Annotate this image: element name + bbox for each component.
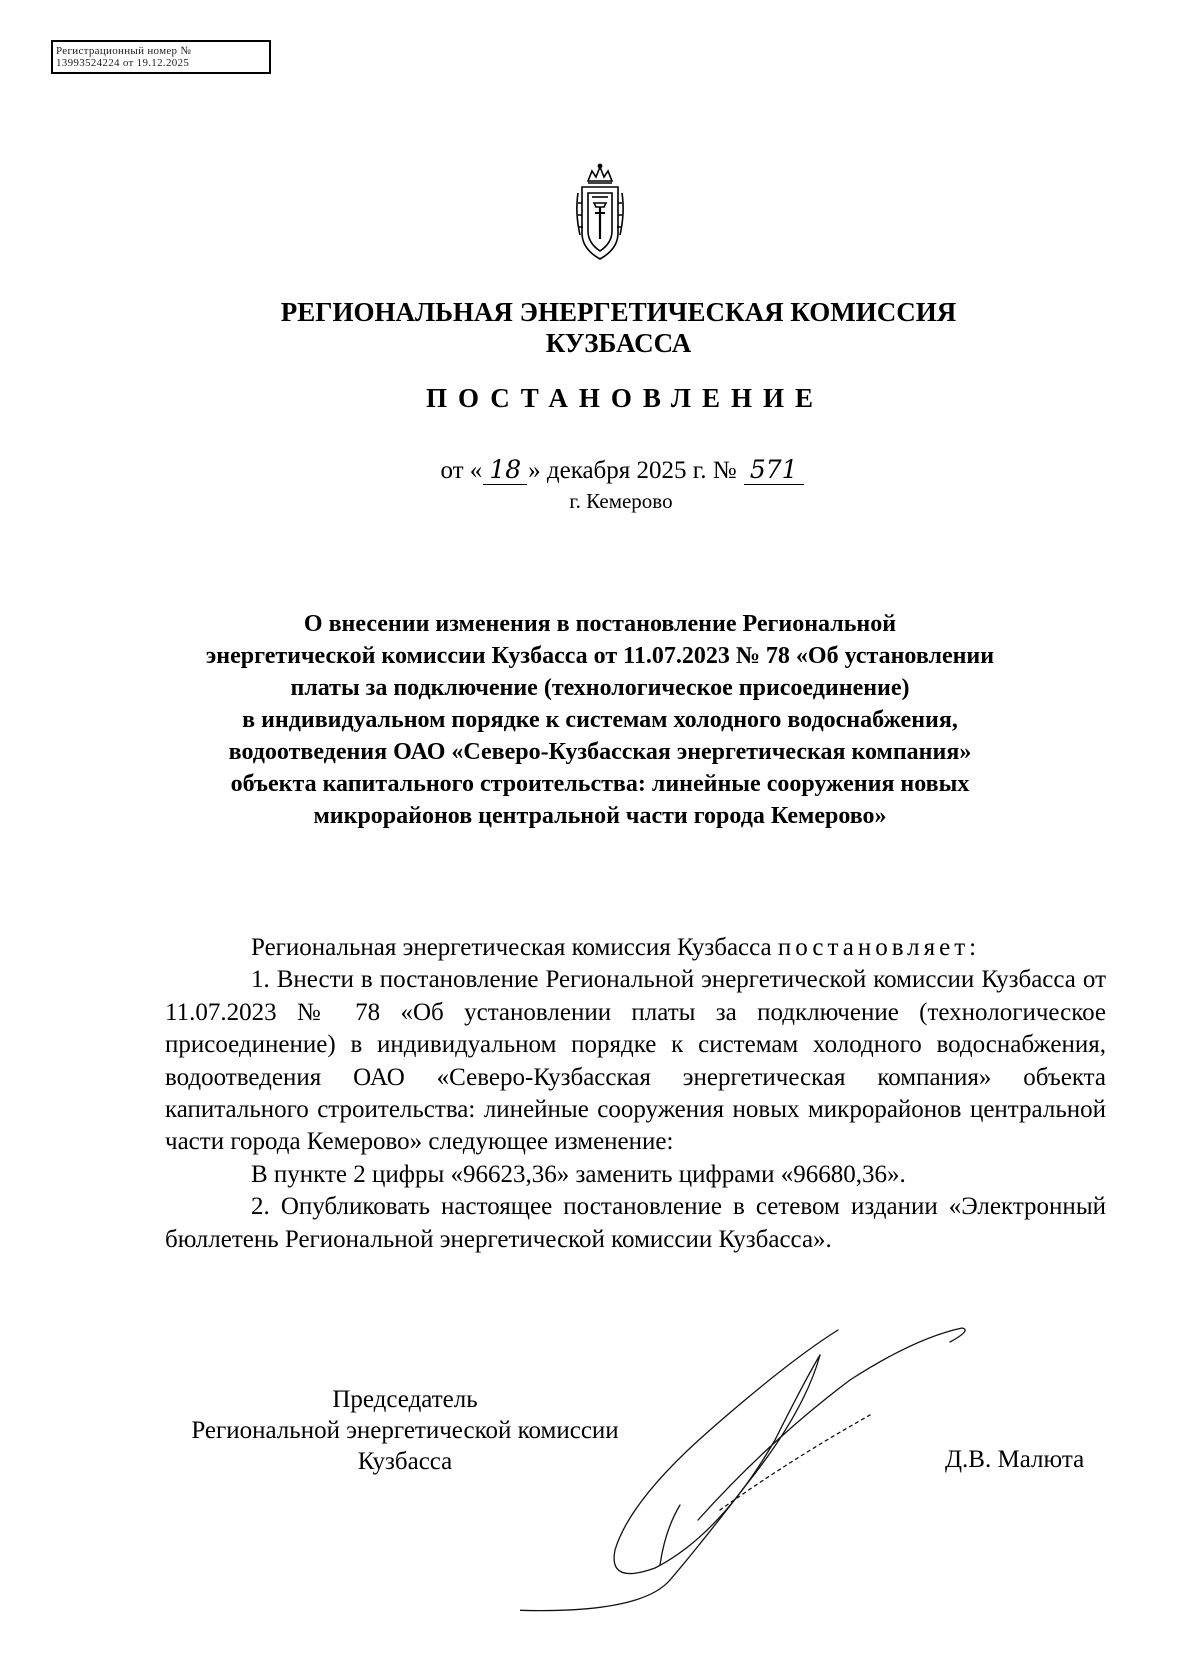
signer-name: Д.В. Малюта [945,1446,1085,1473]
signer-position-line-2: Региональной энергетической комиссии [191,1417,619,1444]
document-type: ПОСТАНОВЛЕНИЕ [425,383,825,413]
registration-line-2: 13993524224 от 19.12.2025 [56,57,190,69]
organization-title [0,297,1200,359]
organization-title-line-2: КУЗБАССА [545,328,692,358]
date-middle: » декабря 2025 г. № [528,457,737,484]
coat-of-arms-icon [574,163,626,264]
organization-title-line-1: РЕГИОНАЛЬНАЯ ЭНЕРГЕТИЧЕСКАЯ КОМИССИЯ [280,297,957,327]
registration-line-1: Регистрационный номер № [56,45,192,57]
registration-stamp [51,40,271,74]
subject-line: энергетической комиссии Кузбасса от 11.07.2023 № 78 «Об установлении [205,643,995,669]
subject-line: микрорайонов центральной части города Кемерово» [313,803,887,829]
subject-line: водоотведения ОАО «Северо-Кузбасская энергетическая компания» [228,739,972,765]
body-item-1: 1. Внести в постановление Региональной энергетической комиссии Кузбасса от 11.07.2023 № 78 «Об установлении платы за подключение (технологическое присоединение) в индивидуальном порядке к системам холодного водоснабжения, водоотведения ОАО «Северо-Кузбасская энергетическая компания» объекта капитального строительства: линейные сооружения новых микрорайонов центральной части города Кемерово» следующее изменение: [165,966,1106,1156]
subject-line: в индивидуальном порядке к системам холодного водоснабжения, [242,707,958,733]
body-intro-prefix: Региональная энергетическая комиссия Кузбасса [251,934,778,961]
subject-line: платы за подключение (технологическое присоединение) [290,675,910,701]
date-line [0,455,1200,485]
signer-position-line-3: Кузбасса [357,1448,453,1475]
signer-position-line-1: Председатель [332,1386,478,1413]
city: г. Кемерово [569,489,673,513]
subject-line: О внесении изменения в постановление Региональной [303,611,897,637]
subject-line: объекта капитального строительства: линейные сооружения новых [230,771,970,797]
body-intro [165,932,1106,964]
document-number: 571 [744,455,804,485]
body-change: В пункте 2 цифры «96623,36» заменить цифрами «96680,36». [251,1160,906,1188]
document-subject [0,608,1200,832]
body-item-2: 2. Опубликовать настоящее постановление в сетевом издании «Электронный бюллетень Региональной энергетической комиссии Кузбасса». [165,1193,1106,1253]
date-prefix: от « [440,457,483,484]
body-intro-verb: постановляет: [777,934,981,961]
document-body [165,932,1106,1256]
date-day: 18 [483,455,527,485]
handwritten-signature-icon [520,1320,980,1640]
